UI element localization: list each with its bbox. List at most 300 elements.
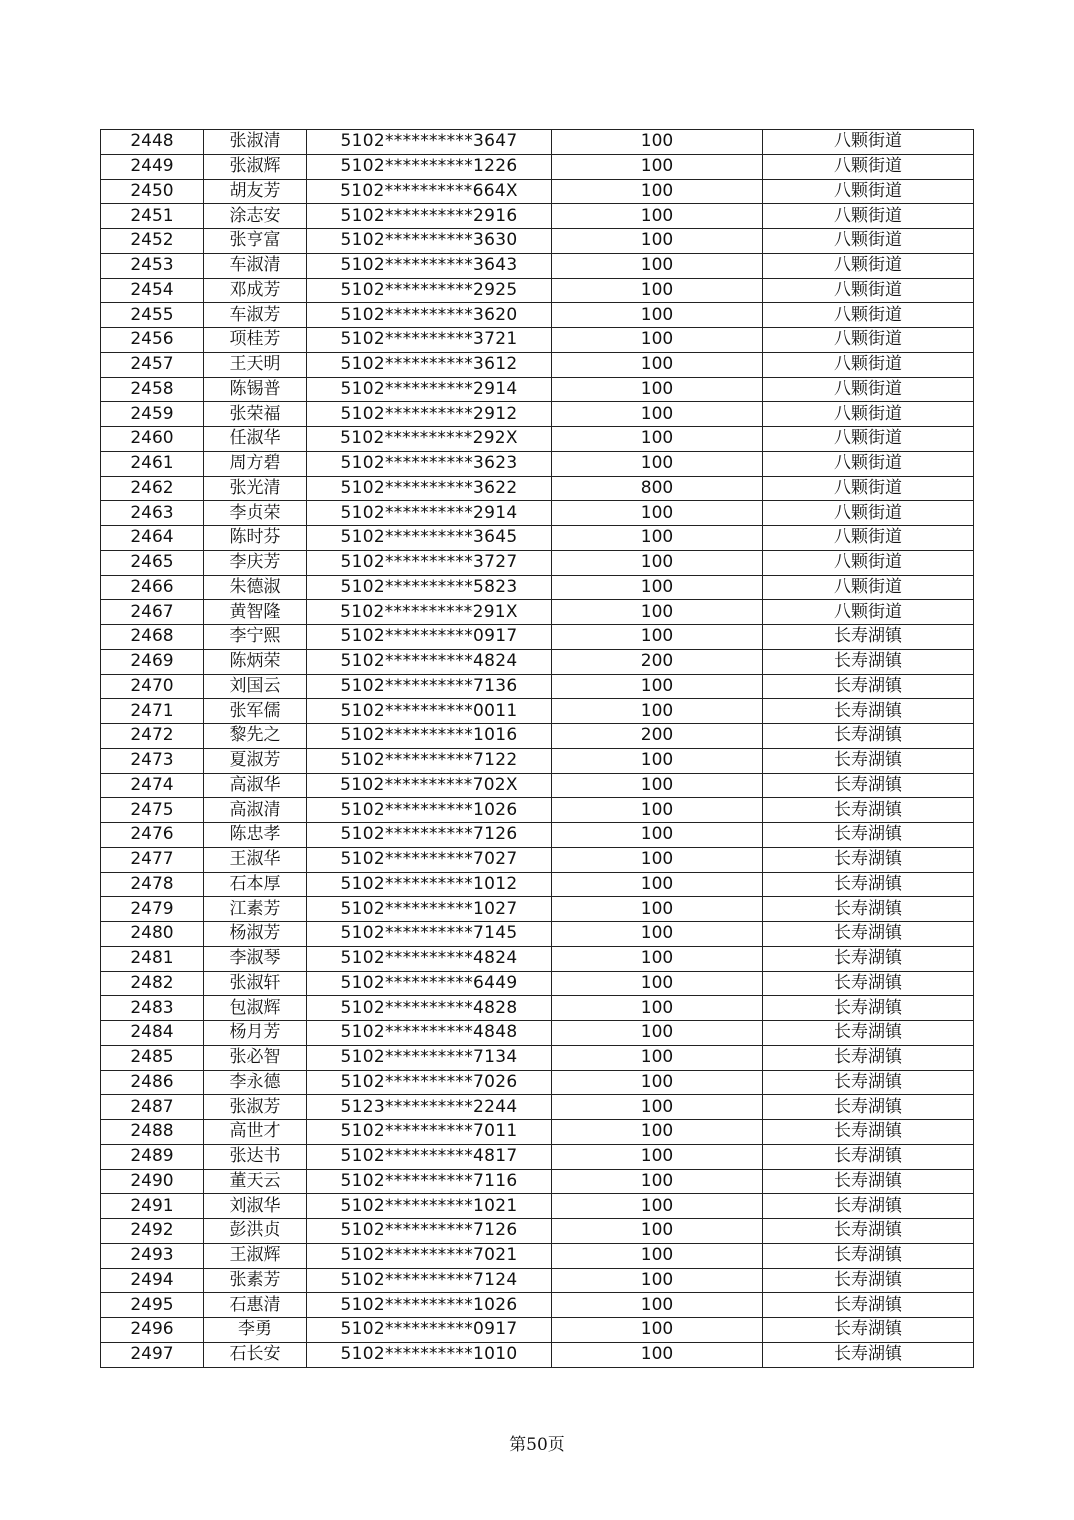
id-number-cell: 5102**********2916 [307,204,552,229]
table-row [101,1070,974,1095]
name-cell: 张淑辉 [204,154,307,179]
name-cell: 刘国云 [204,674,307,699]
district-cell: 长寿湖镇 [763,1021,974,1046]
amount-cell: 100 [552,798,763,823]
name-cell: 高世才 [204,1120,307,1145]
serial-number-cell: 2470 [101,674,204,699]
table-row [101,971,974,996]
name-cell: 张素芳 [204,1268,307,1293]
district-cell: 长寿湖镇 [763,625,974,650]
district-cell: 长寿湖镇 [763,649,974,674]
amount-cell: 100 [552,1293,763,1318]
district-cell: 八颗街道 [763,476,974,501]
amount-cell: 100 [552,748,763,773]
table-row [101,1293,974,1318]
amount-cell: 100 [552,130,763,155]
district-cell: 长寿湖镇 [763,897,974,922]
table-row [101,501,974,526]
name-cell: 陈忠孝 [204,823,307,848]
amount-cell: 100 [552,996,763,1021]
id-number-cell: 5102**********3623 [307,451,552,476]
roster-table-body [101,130,974,1368]
id-number-cell: 5102**********664X [307,179,552,204]
table-row [101,1243,974,1268]
name-cell: 石本厚 [204,872,307,897]
table-row [101,724,974,749]
id-number-cell: 5102**********7011 [307,1120,552,1145]
id-number-cell: 5102**********3647 [307,130,552,155]
name-cell: 张军儒 [204,699,307,724]
id-number-cell: 5102**********7027 [307,847,552,872]
district-cell: 八颗街道 [763,303,974,328]
name-cell: 王淑辉 [204,1243,307,1268]
district-cell: 八颗街道 [763,229,974,254]
name-cell: 杨月芳 [204,1021,307,1046]
serial-number-cell: 2478 [101,872,204,897]
name-cell: 张淑芳 [204,1095,307,1120]
name-cell: 李淑琴 [204,946,307,971]
name-cell: 张光清 [204,476,307,501]
id-number-cell: 5102**********3612 [307,352,552,377]
name-cell: 黄智隆 [204,600,307,625]
serial-number-cell: 2492 [101,1219,204,1244]
table-row [101,600,974,625]
id-number-cell: 5102**********3643 [307,253,552,278]
amount-cell: 100 [552,1318,763,1343]
district-cell: 八颗街道 [763,402,974,427]
serial-number-cell: 2448 [101,130,204,155]
district-cell: 八颗街道 [763,575,974,600]
amount-cell: 100 [552,253,763,278]
id-number-cell: 5102**********3630 [307,229,552,254]
amount-cell: 100 [552,501,763,526]
district-cell: 长寿湖镇 [763,996,974,1021]
table-row [101,699,974,724]
serial-number-cell: 2491 [101,1194,204,1219]
name-cell: 彭洪贞 [204,1219,307,1244]
serial-number-cell: 2462 [101,476,204,501]
id-number-cell: 5102**********2912 [307,402,552,427]
id-number-cell: 5102**********4824 [307,649,552,674]
district-cell: 长寿湖镇 [763,847,974,872]
district-cell: 长寿湖镇 [763,699,974,724]
amount-cell: 100 [552,278,763,303]
amount-cell: 100 [552,699,763,724]
district-cell: 长寿湖镇 [763,724,974,749]
amount-cell: 100 [552,526,763,551]
amount-cell: 100 [552,1120,763,1145]
id-number-cell: 5102**********1027 [307,897,552,922]
table-row [101,550,974,575]
id-number-cell: 5102**********702X [307,773,552,798]
district-cell: 长寿湖镇 [763,1194,974,1219]
name-cell: 车淑清 [204,253,307,278]
id-number-cell: 5102**********7136 [307,674,552,699]
amount-cell: 100 [552,971,763,996]
name-cell: 张亨富 [204,229,307,254]
table-row [101,1169,974,1194]
name-cell: 陈时芬 [204,526,307,551]
serial-number-cell: 2480 [101,922,204,947]
table-row [101,1268,974,1293]
name-cell: 李宁熙 [204,625,307,650]
amount-cell: 100 [552,1194,763,1219]
amount-cell: 100 [552,550,763,575]
serial-number-cell: 2459 [101,402,204,427]
amount-cell: 100 [552,1169,763,1194]
amount-cell: 100 [552,674,763,699]
id-number-cell: 5102**********3620 [307,303,552,328]
amount-cell: 100 [552,1021,763,1046]
amount-cell: 200 [552,724,763,749]
amount-cell: 100 [552,1268,763,1293]
district-cell: 长寿湖镇 [763,674,974,699]
table-row [101,946,974,971]
id-number-cell: 5102**********3622 [307,476,552,501]
serial-number-cell: 2489 [101,1144,204,1169]
serial-number-cell: 2479 [101,897,204,922]
district-cell: 长寿湖镇 [763,1293,974,1318]
amount-cell: 100 [552,1342,763,1367]
name-cell: 张淑清 [204,130,307,155]
name-cell: 李庆芳 [204,550,307,575]
id-number-cell: 5102**********4828 [307,996,552,1021]
name-cell: 石长安 [204,1342,307,1367]
name-cell: 项桂芳 [204,328,307,353]
amount-cell: 100 [552,922,763,947]
name-cell: 张荣福 [204,402,307,427]
name-cell: 包淑辉 [204,996,307,1021]
id-number-cell: 5102**********7134 [307,1045,552,1070]
amount-cell: 100 [552,600,763,625]
table-row [101,229,974,254]
table-row [101,204,974,229]
name-cell: 车淑芳 [204,303,307,328]
name-cell: 陈炳荣 [204,649,307,674]
name-cell: 邓成芳 [204,278,307,303]
table-row [101,798,974,823]
district-cell: 长寿湖镇 [763,823,974,848]
amount-cell: 100 [552,625,763,650]
id-number-cell: 5102**********6449 [307,971,552,996]
table-row [101,897,974,922]
amount-cell: 100 [552,897,763,922]
serial-number-cell: 2493 [101,1243,204,1268]
district-cell: 八颗街道 [763,550,974,575]
table-row [101,773,974,798]
id-number-cell: 5123**********2244 [307,1095,552,1120]
id-number-cell: 5102**********291X [307,600,552,625]
serial-number-cell: 2486 [101,1070,204,1095]
serial-number-cell: 2471 [101,699,204,724]
table-row [101,1318,974,1343]
district-cell: 八颗街道 [763,130,974,155]
id-number-cell: 5102**********292X [307,427,552,452]
id-number-cell: 5102**********4817 [307,1144,552,1169]
district-cell: 长寿湖镇 [763,1318,974,1343]
district-cell: 八颗街道 [763,328,974,353]
serial-number-cell: 2487 [101,1095,204,1120]
table-row [101,427,974,452]
id-number-cell: 5102**********7116 [307,1169,552,1194]
amount-cell: 100 [552,402,763,427]
amount-cell: 100 [552,1095,763,1120]
table-row [101,847,974,872]
amount-cell: 100 [552,427,763,452]
page-number: 第50页 [509,1435,565,1455]
id-number-cell: 5102**********3721 [307,328,552,353]
id-number-cell: 5102**********2925 [307,278,552,303]
serial-number-cell: 2490 [101,1169,204,1194]
district-cell: 八颗街道 [763,253,974,278]
serial-number-cell: 2464 [101,526,204,551]
table-row [101,179,974,204]
district-cell: 长寿湖镇 [763,1342,974,1367]
district-cell: 长寿湖镇 [763,872,974,897]
table-row [101,1144,974,1169]
amount-cell: 800 [552,476,763,501]
id-number-cell: 5102**********7126 [307,823,552,848]
id-number-cell: 5102**********2914 [307,501,552,526]
id-number-cell: 5102**********1016 [307,724,552,749]
district-cell: 八颗街道 [763,204,974,229]
amount-cell: 100 [552,1144,763,1169]
id-number-cell: 5102**********0917 [307,1318,552,1343]
district-cell: 八颗街道 [763,377,974,402]
serial-number-cell: 2454 [101,278,204,303]
id-number-cell: 5102**********0011 [307,699,552,724]
table-row [101,154,974,179]
serial-number-cell: 2451 [101,204,204,229]
district-cell: 八颗街道 [763,154,974,179]
name-cell: 任淑华 [204,427,307,452]
name-cell: 杨淑芳 [204,922,307,947]
table-row [101,402,974,427]
id-number-cell: 5102**********7122 [307,748,552,773]
amount-cell: 100 [552,773,763,798]
amount-cell: 100 [552,179,763,204]
district-cell: 八颗街道 [763,427,974,452]
amount-cell: 100 [552,823,763,848]
district-cell: 长寿湖镇 [763,773,974,798]
serial-number-cell: 2484 [101,1021,204,1046]
serial-number-cell: 2461 [101,451,204,476]
amount-cell: 100 [552,946,763,971]
name-cell: 胡友芳 [204,179,307,204]
name-cell: 李永德 [204,1070,307,1095]
id-number-cell: 5102**********4848 [307,1021,552,1046]
amount-cell: 100 [552,451,763,476]
id-number-cell: 5102**********5823 [307,575,552,600]
serial-number-cell: 2481 [101,946,204,971]
table-row [101,253,974,278]
id-number-cell: 5102**********1026 [307,798,552,823]
district-cell: 八颗街道 [763,501,974,526]
serial-number-cell: 2474 [101,773,204,798]
name-cell: 周方碧 [204,451,307,476]
table-row [101,328,974,353]
district-cell: 长寿湖镇 [763,1243,974,1268]
serial-number-cell: 2465 [101,550,204,575]
serial-number-cell: 2458 [101,377,204,402]
id-number-cell: 5102**********0917 [307,625,552,650]
district-cell: 长寿湖镇 [763,1120,974,1145]
district-cell: 八颗街道 [763,600,974,625]
district-cell: 长寿湖镇 [763,1045,974,1070]
serial-number-cell: 2469 [101,649,204,674]
table-row [101,303,974,328]
name-cell: 张必智 [204,1045,307,1070]
serial-number-cell: 2460 [101,427,204,452]
amount-cell: 100 [552,229,763,254]
amount-cell: 100 [552,328,763,353]
id-number-cell: 5102**********1226 [307,154,552,179]
table-row [101,130,974,155]
district-cell: 长寿湖镇 [763,1070,974,1095]
amount-cell: 100 [552,1219,763,1244]
serial-number-cell: 2497 [101,1342,204,1367]
id-number-cell: 5102**********1010 [307,1342,552,1367]
amount-cell: 100 [552,154,763,179]
table-row [101,451,974,476]
serial-number-cell: 2449 [101,154,204,179]
name-cell: 王淑华 [204,847,307,872]
name-cell: 江素芳 [204,897,307,922]
serial-number-cell: 2457 [101,352,204,377]
serial-number-cell: 2496 [101,1318,204,1343]
id-number-cell: 5102**********7126 [307,1219,552,1244]
amount-cell: 100 [552,1070,763,1095]
serial-number-cell: 2477 [101,847,204,872]
table-row [101,823,974,848]
name-cell: 王天明 [204,352,307,377]
table-row [101,476,974,501]
district-cell: 长寿湖镇 [763,1219,974,1244]
table-row [101,1021,974,1046]
district-cell: 长寿湖镇 [763,748,974,773]
name-cell: 刘淑华 [204,1194,307,1219]
amount-cell: 100 [552,1045,763,1070]
district-cell: 长寿湖镇 [763,1268,974,1293]
table-row [101,649,974,674]
district-cell: 八颗街道 [763,179,974,204]
serial-number-cell: 2456 [101,328,204,353]
serial-number-cell: 2455 [101,303,204,328]
amount-cell: 100 [552,303,763,328]
table-row [101,352,974,377]
serial-number-cell: 2476 [101,823,204,848]
name-cell: 李贞荣 [204,501,307,526]
amount-cell: 100 [552,377,763,402]
serial-number-cell: 2450 [101,179,204,204]
amount-cell: 100 [552,847,763,872]
serial-number-cell: 2488 [101,1120,204,1145]
table-row [101,1342,974,1367]
id-number-cell: 5102**********7026 [307,1070,552,1095]
id-number-cell: 5102**********3727 [307,550,552,575]
serial-number-cell: 2466 [101,575,204,600]
id-number-cell: 5102**********3645 [307,526,552,551]
id-number-cell: 5102**********2914 [307,377,552,402]
district-cell: 长寿湖镇 [763,971,974,996]
amount-cell: 100 [552,352,763,377]
serial-number-cell: 2494 [101,1268,204,1293]
district-cell: 长寿湖镇 [763,798,974,823]
serial-number-cell: 2483 [101,996,204,1021]
name-cell: 涂志安 [204,204,307,229]
table-row [101,1045,974,1070]
district-cell: 八颗街道 [763,278,974,303]
table-row [101,872,974,897]
name-cell: 张淑轩 [204,971,307,996]
serial-number-cell: 2482 [101,971,204,996]
roster-table [100,129,974,1368]
id-number-cell: 5102**********7124 [307,1268,552,1293]
name-cell: 董天云 [204,1169,307,1194]
serial-number-cell: 2472 [101,724,204,749]
district-cell: 八颗街道 [763,352,974,377]
serial-number-cell: 2495 [101,1293,204,1318]
serial-number-cell: 2453 [101,253,204,278]
table-row [101,1095,974,1120]
district-cell: 长寿湖镇 [763,922,974,947]
name-cell: 高淑清 [204,798,307,823]
id-number-cell: 5102**********1012 [307,872,552,897]
id-number-cell: 5102**********1021 [307,1194,552,1219]
name-cell: 李勇 [204,1318,307,1343]
table-row [101,1219,974,1244]
table-row [101,1120,974,1145]
name-cell: 石惠清 [204,1293,307,1318]
table-row [101,526,974,551]
amount-cell: 100 [552,575,763,600]
table-row [101,674,974,699]
serial-number-cell: 2467 [101,600,204,625]
name-cell: 黎先之 [204,724,307,749]
amount-cell: 100 [552,872,763,897]
id-number-cell: 5102**********7021 [307,1243,552,1268]
id-number-cell: 5102**********1026 [307,1293,552,1318]
district-cell: 长寿湖镇 [763,1169,974,1194]
serial-number-cell: 2485 [101,1045,204,1070]
district-cell: 长寿湖镇 [763,1144,974,1169]
serial-number-cell: 2473 [101,748,204,773]
amount-cell: 200 [552,649,763,674]
id-number-cell: 5102**********7145 [307,922,552,947]
id-number-cell: 5102**********4824 [307,946,552,971]
name-cell: 夏淑芳 [204,748,307,773]
table-row [101,1194,974,1219]
table-row [101,922,974,947]
district-cell: 八颗街道 [763,526,974,551]
name-cell: 高淑华 [204,773,307,798]
serial-number-cell: 2468 [101,625,204,650]
table-row [101,278,974,303]
name-cell: 陈锡普 [204,377,307,402]
amount-cell: 100 [552,1243,763,1268]
serial-number-cell: 2475 [101,798,204,823]
amount-cell: 100 [552,204,763,229]
district-cell: 长寿湖镇 [763,946,974,971]
name-cell: 朱德淑 [204,575,307,600]
district-cell: 长寿湖镇 [763,1095,974,1120]
table-row [101,748,974,773]
district-cell: 八颗街道 [763,451,974,476]
serial-number-cell: 2452 [101,229,204,254]
serial-number-cell: 2463 [101,501,204,526]
table-row [101,625,974,650]
name-cell: 张达书 [204,1144,307,1169]
